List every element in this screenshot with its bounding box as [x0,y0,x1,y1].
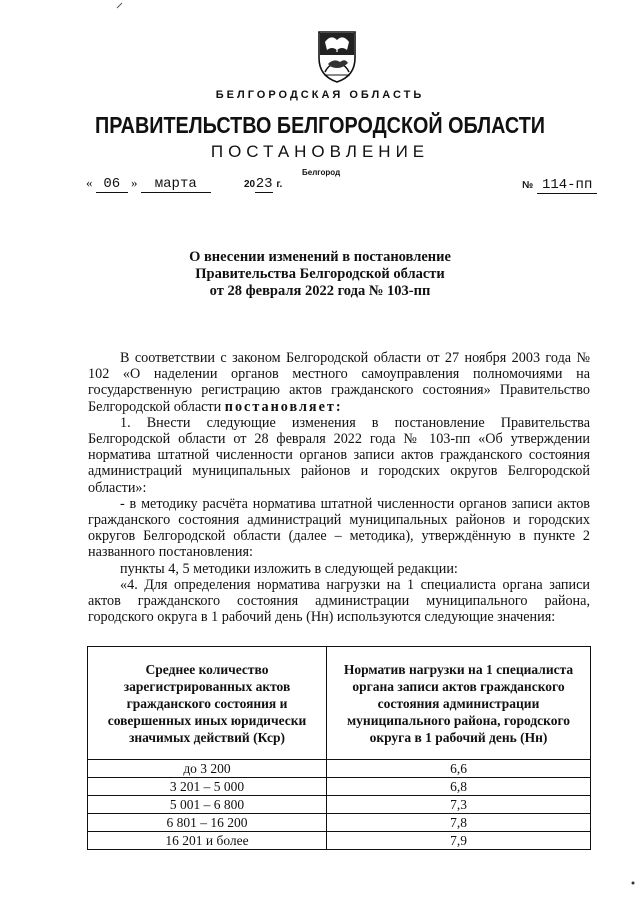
coat-of-arms-emblem [316,28,358,84]
document-number [522,175,597,194]
table-cell-norm: 7,9 [327,832,591,850]
table-header-count: Среднее количество зарегистрированных актов гражданского состояния и совершенных иных юридически значимых действий (Кср) [88,647,327,760]
table-row [88,814,591,832]
date-month: марта [141,176,211,193]
date-open-quote: « [86,175,93,190]
city-name: Белгород [302,168,341,177]
paragraph-item-1: 1. Внести следующие изменения в постановление Правительства Белгородской области от 28 февраля 2022 года № 103-пп «Об утверждении норматива штатной численности органов записи актов гражданского состояния администраций муниципальных районов и городских округов Белгородской области»: [88,414,590,496]
table-cell-norm: 6,6 [327,760,591,778]
table-cell-norm: 6,8 [327,778,591,796]
date-day: 06 [96,176,128,193]
document-body [88,350,590,625]
paragraph-points: пункты 4, 5 методики изложить в следующей редакции: [120,560,458,577]
date-year-unit: г. [276,179,283,190]
table-cell-range: 6 801 – 16 200 [88,814,327,832]
scan-dot [630,880,636,886]
table-header-norm: Норматив нагрузки на 1 специалиста органа записи актов гражданского состояния администрации муниципального района, городского округа в 1 рабочий день (Нн) [327,647,591,760]
table-row [88,760,591,778]
subject-line-1: О внесении изменений в постановление [189,249,451,265]
paragraph-methodology: - в методику расчёта норматива штатной численности органов записи актов гражданского состояния администраций муниципальных районов и городских округов Белгородской области (далее – методика), утверждённую в пункте 2 названного постановления: [88,495,590,561]
date-year-suffix: 23 [255,176,273,192]
table-cell-range: до 3 200 [88,760,327,778]
table-row [88,796,591,814]
table-cell-range: 16 201 и более [88,832,327,850]
table-cell-norm: 7,8 [327,814,591,832]
subject-line-3: от 28 февраля 2022 года № 103-пп [209,283,431,299]
document-type: ПОСТАНОВЛЕНИЕ [210,142,430,161]
norms-table [87,646,591,850]
table-row [88,778,591,796]
region-name: БЕЛГОРОДСКАЯ ОБЛАСТЬ [215,89,425,101]
subject-line-2: Правительства Белгородской области [195,266,445,282]
paragraph-point-4: «4. Для определения норматива нагрузки на 1 специалиста органа записи актов гражданского состояния администрации муниципального района, городского округа в 1 рабочий день (Нн) используются следующие значения: [88,576,590,626]
table-cell-range: 5 001 – 6 800 [88,796,327,814]
table-header-row [88,647,591,760]
document-date [86,175,282,193]
table-cell-norm: 7,3 [327,796,591,814]
table-row [88,832,591,850]
date-close-quote: » [131,175,138,190]
paragraph-preamble [88,350,590,415]
number-value: 114-пп [537,177,597,194]
document-subject [0,249,640,300]
preamble-decree-word: постановляет: [224,398,343,415]
government-title: ПРАВИТЕЛЬСТВО БЕЛГОРОДСКОЙ ОБЛАСТИ [95,112,545,138]
date-year-prefix: 20 [244,179,256,190]
number-label: № [522,180,534,191]
scan-mark [116,2,124,10]
preamble-text: В соответствии с законом Белгородской области от 27 ноября 2003 года № 102 «О наделении органов местного самоуправления полномочиями на государственную регистрацию актов гражданского состояния» Правительство Белгородской области [88,350,590,415]
table-cell-range: 3 201 – 5 000 [88,778,327,796]
